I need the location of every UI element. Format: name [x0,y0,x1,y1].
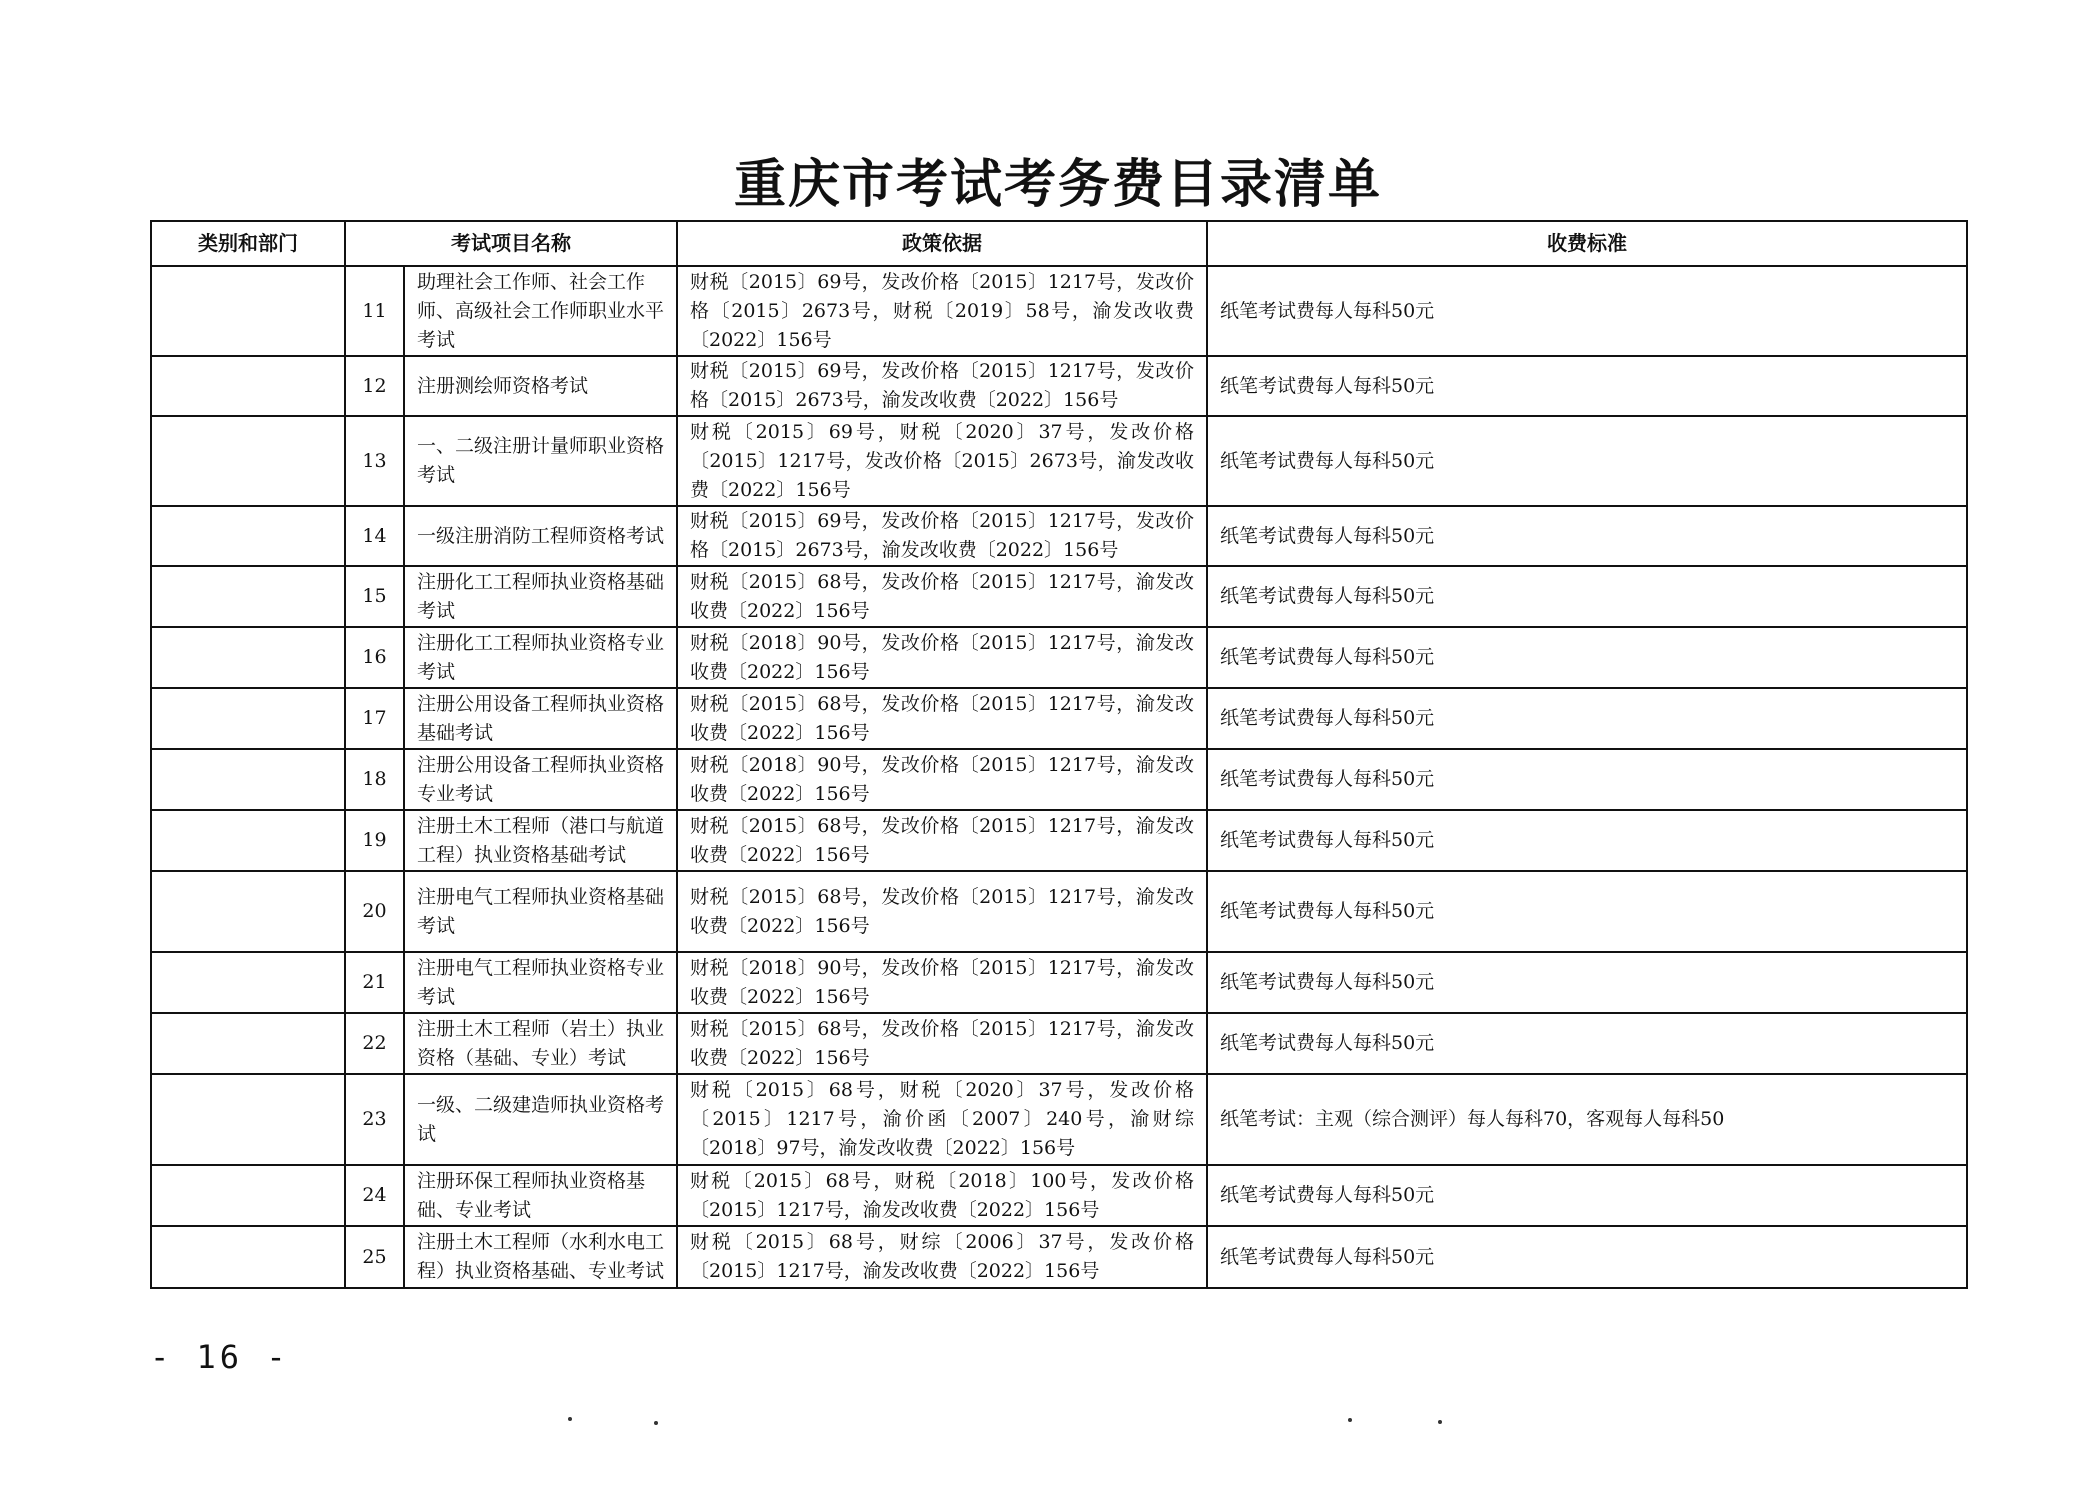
table-row [151,566,1967,627]
fee-standard: 纸笔考试费每人每科50元 [1207,810,1967,871]
fee-standard: 纸笔考试费每人每科50元 [1207,952,1967,1013]
category-cell [151,688,345,749]
category-cell [151,1013,345,1074]
category-cell [151,566,345,627]
category-cell [151,1074,345,1165]
table-row [151,952,1967,1013]
row-number: 24 [345,1165,404,1226]
page-title: 重庆市考试考务费目录清单 [733,154,1382,215]
table-row [151,1226,1967,1288]
row-number: 13 [345,416,404,506]
policy-basis: 财税〔2018〕90号，发改价格〔2015〕1217号，渝发改收费〔2022〕156号 [677,627,1207,688]
row-number: 16 [345,627,404,688]
exam-name: 注册电气工程师执业资格基础考试 [404,871,677,952]
category-cell [151,627,345,688]
table-row [151,416,1967,506]
header-category: 类别和部门 [151,221,345,266]
fee-standard: 纸笔考试费每人每科50元 [1207,1013,1967,1074]
category-cell [151,810,345,871]
fee-standard: 纸笔考试费每人每科50元 [1207,1226,1967,1288]
exam-name: 注册公用设备工程师执业资格基础考试 [404,688,677,749]
policy-basis: 财税〔2018〕90号，发改价格〔2015〕1217号，渝发改收费〔2022〕156号 [677,952,1207,1013]
policy-basis: 财税〔2015〕68号，发改价格〔2015〕1217号，渝发改收费〔2022〕156号 [677,1013,1207,1074]
policy-basis: 财税〔2015〕68号，财税〔2018〕100号，发改价格〔2015〕1217号，渝发改收费〔2022〕156号 [677,1165,1207,1226]
row-number: 11 [345,266,404,356]
table-row [151,266,1967,356]
exam-name: 注册土木工程师（水利水电工程）执业资格基础、专业考试 [404,1226,677,1288]
exam-name: 注册电气工程师执业资格专业考试 [404,952,677,1013]
row-number: 14 [345,506,404,566]
row-number: 12 [345,356,404,416]
table-row [151,810,1967,871]
policy-basis: 财税〔2015〕68号，发改价格〔2015〕1217号，渝发改收费〔2022〕156号 [677,688,1207,749]
exam-name: 注册土木工程师（港口与航道工程）执业资格基础考试 [404,810,677,871]
exam-name: 注册土木工程师（岩土）执业资格（基础、专业）考试 [404,1013,677,1074]
exam-name: 一级注册消防工程师资格考试 [404,506,677,566]
category-cell [151,356,345,416]
fee-standard: 纸笔考试费每人每科50元 [1207,356,1967,416]
fee-standard: 纸笔考试费每人每科50元 [1207,749,1967,810]
table-row [151,356,1967,416]
fee-standard: 纸笔考试费每人每科50元 [1207,566,1967,627]
row-number: 21 [345,952,404,1013]
policy-basis: 财税〔2015〕69号，财税〔2020〕37号，发改价格〔2015〕1217号，发改价格〔2015〕2673号，渝发改收费〔2022〕156号 [677,416,1207,506]
policy-basis: 财税〔2015〕68号，发改价格〔2015〕1217号，渝发改收费〔2022〕156号 [677,810,1207,871]
table-row [151,506,1967,566]
policy-basis: 财税〔2015〕69号，发改价格〔2015〕1217号，发改价格〔2015〕2673号，渝发改收费〔2022〕156号 [677,356,1207,416]
fee-standard: 纸笔考试费每人每科50元 [1207,1165,1967,1226]
category-cell [151,1165,345,1226]
fee-standard: 纸笔考试费每人每科50元 [1207,506,1967,566]
table-row [151,1013,1967,1074]
fee-table [150,220,1968,1289]
policy-basis: 财税〔2015〕68号，财税〔2020〕37号，发改价格〔2015〕1217号，渝价函〔2007〕240号，渝财综〔2018〕97号，渝发改收费〔2022〕156号 [677,1074,1207,1165]
scan-speck [1348,1418,1352,1422]
category-cell [151,506,345,566]
fee-standard: 纸笔考试费每人每科50元 [1207,871,1967,952]
exam-name: 注册化工工程师执业资格基础考试 [404,566,677,627]
exam-name: 注册环保工程师执业资格基础、专业考试 [404,1165,677,1226]
policy-basis: 财税〔2015〕68号，发改价格〔2015〕1217号，渝发改收费〔2022〕156号 [677,871,1207,952]
scan-speck [654,1421,658,1425]
table-row [151,627,1967,688]
table-row [151,871,1967,952]
row-number: 19 [345,810,404,871]
page-number: - 16 - [150,1338,290,1376]
category-cell [151,416,345,506]
row-number: 25 [345,1226,404,1288]
table-row [151,1165,1967,1226]
policy-basis: 财税〔2015〕68号，发改价格〔2015〕1217号，渝发改收费〔2022〕156号 [677,566,1207,627]
row-number: 15 [345,566,404,627]
exam-name: 一、二级注册计量师职业资格考试 [404,416,677,506]
table-row [151,1074,1967,1165]
table-header-row [151,221,1967,266]
category-cell [151,871,345,952]
header-policy-basis: 政策依据 [677,221,1207,266]
exam-name: 助理社会工作师、社会工作师、高级社会工作师职业水平考试 [404,266,677,356]
fee-standard: 纸笔考试费每人每科50元 [1207,688,1967,749]
header-exam-name: 考试项目名称 [345,221,677,266]
policy-basis: 财税〔2018〕90号，发改价格〔2015〕1217号，渝发改收费〔2022〕156号 [677,749,1207,810]
category-cell [151,749,345,810]
row-number: 18 [345,749,404,810]
policy-basis: 财税〔2015〕69号，发改价格〔2015〕1217号，发改价格〔2015〕2673号，财税〔2019〕58号，渝发改收费〔2022〕156号 [677,266,1207,356]
policy-basis: 财税〔2015〕68号，财综〔2006〕37号，发改价格〔2015〕1217号，渝发改收费〔2022〕156号 [677,1226,1207,1288]
fee-standard: 纸笔考试费每人每科50元 [1207,627,1967,688]
table-row [151,749,1967,810]
table-row [151,688,1967,749]
exam-name: 注册化工工程师执业资格专业考试 [404,627,677,688]
scan-speck [1438,1420,1442,1424]
exam-name: 注册测绘师资格考试 [404,356,677,416]
fee-standard: 纸笔考试费每人每科50元 [1207,416,1967,506]
row-number: 20 [345,871,404,952]
scan-speck [568,1417,572,1421]
category-cell [151,1226,345,1288]
row-number: 17 [345,688,404,749]
category-cell [151,266,345,356]
exam-name: 注册公用设备工程师执业资格专业考试 [404,749,677,810]
fee-standard: 纸笔考试：主观（综合测评）每人每科70，客观每人每科50 [1207,1074,1967,1165]
header-fee-standard: 收费标准 [1207,221,1967,266]
fee-standard: 纸笔考试费每人每科50元 [1207,266,1967,356]
exam-name: 一级、二级建造师执业资格考试 [404,1074,677,1165]
policy-basis: 财税〔2015〕69号，发改价格〔2015〕1217号，发改价格〔2015〕2673号，渝发改收费〔2022〕156号 [677,506,1207,566]
row-number: 22 [345,1013,404,1074]
row-number: 23 [345,1074,404,1165]
category-cell [151,952,345,1013]
